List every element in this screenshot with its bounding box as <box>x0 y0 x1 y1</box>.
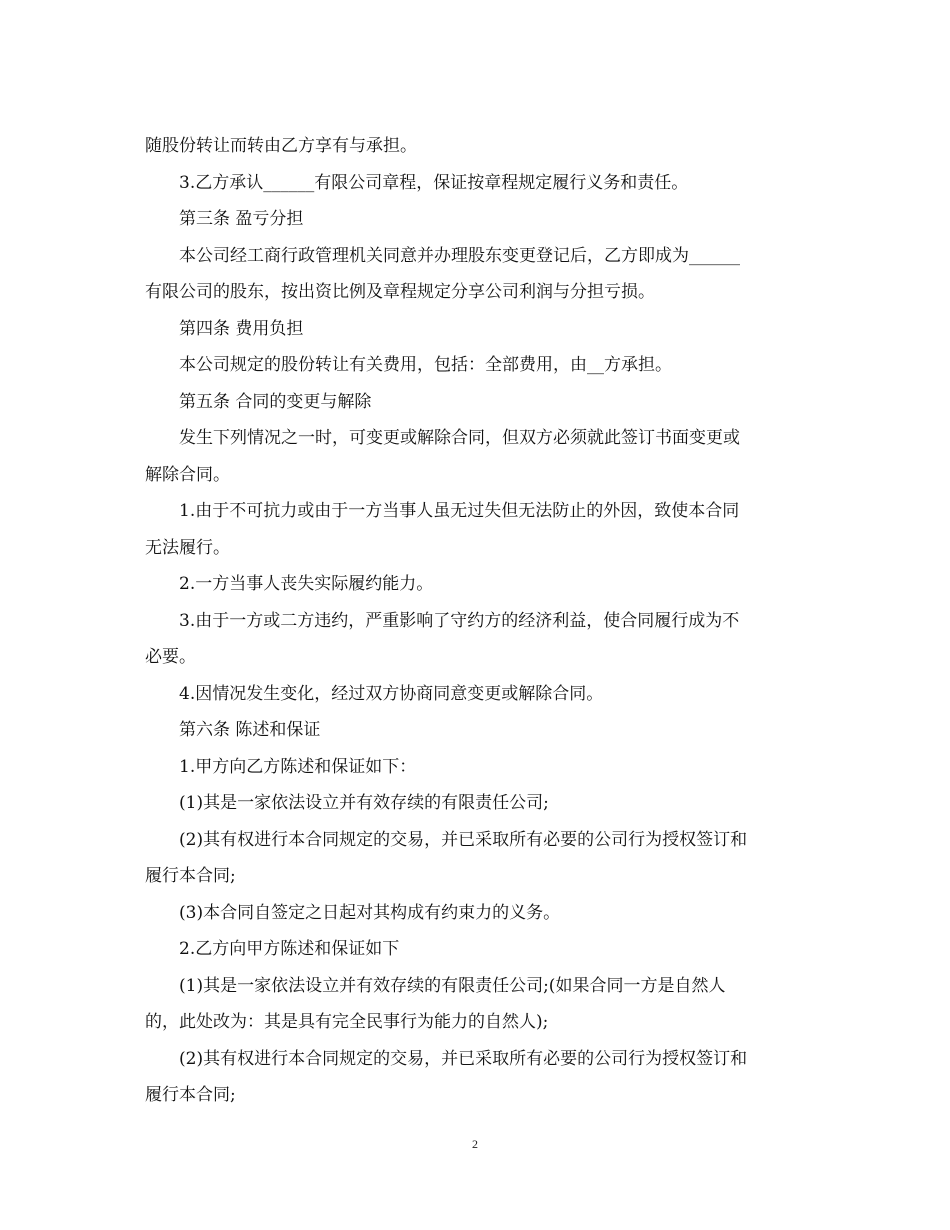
article-heading: 第四条 费用负担 <box>179 318 304 339</box>
page-number: 2 <box>472 1137 478 1151</box>
text-line: (2)其有权进行本合同规定的交易，并已采取所有必要的公司行为授权签订和 <box>179 829 748 850</box>
text-line: 3.乙方承认______有限公司章程，保证按章程规定履行义务和责任。 <box>179 172 689 193</box>
text-line: 有限公司的股东，按出资比例及章程规定分享公司利润与分担亏损。 <box>145 282 655 302</box>
document-body <box>145 128 805 1114</box>
text-line: 3.由于一方或二方违约，严重影响了守约方的经济利益，使合同履行成为不 <box>179 610 740 631</box>
text-line: 1.由于不可抗力或由于一方当事人虽无过失但无法防止的外因，致使本合同 <box>179 501 740 521</box>
article-heading: 第六条 陈述和保证 <box>179 720 321 740</box>
text-line: (1)其是一家依法设立并有效存续的有限责任公司; <box>179 793 549 813</box>
text-line: 随股份转让而转由乙方享有与承担。 <box>145 136 417 156</box>
article-heading: 第五条 合同的变更与解除 <box>179 391 372 412</box>
text-line: 本公司经工商行政管理机关同意并办理股东变更登记后，乙方即成为______ <box>179 245 740 266</box>
text-line: 解除合同。 <box>145 464 230 485</box>
text-line: 履行本合同; <box>145 866 236 886</box>
article-heading: 第三条 盈亏分担 <box>179 209 304 229</box>
text-line: 2.乙方向甲方陈述和保证如下 <box>179 939 400 959</box>
text-line: 无法履行。 <box>145 537 230 558</box>
text-line: 的，此处改为：其是具有完全民事行为能力的自然人); <box>145 1012 549 1032</box>
text-line: 必要。 <box>145 647 196 667</box>
text-line: 本公司规定的股份转让有关费用，包括：全部费用，由__方承担。 <box>179 355 672 375</box>
text-line: 1.甲方向乙方陈述和保证如下： <box>179 756 417 777</box>
text-line: (1)其是一家依法设立并有效存续的有限责任公司;(如果合同一方是自然人 <box>179 975 726 996</box>
text-line: (2)其有权进行本合同规定的交易，并已采取所有必要的公司行为授权签订和 <box>179 1048 748 1069</box>
text-line: 履行本合同; <box>145 1085 236 1105</box>
text-line: (3)本合同自签定之日起对其构成有约束力的义务。 <box>179 902 561 923</box>
text-line: 发生下列情况之一时，可变更或解除合同，但双方必须就此签订书面变更或 <box>179 428 740 448</box>
text-line: 4.因情况发生变化，经过双方协商同意变更或解除合同。 <box>179 683 604 704</box>
text-line: 2.一方当事人丧失实际履约能力。 <box>179 574 434 594</box>
